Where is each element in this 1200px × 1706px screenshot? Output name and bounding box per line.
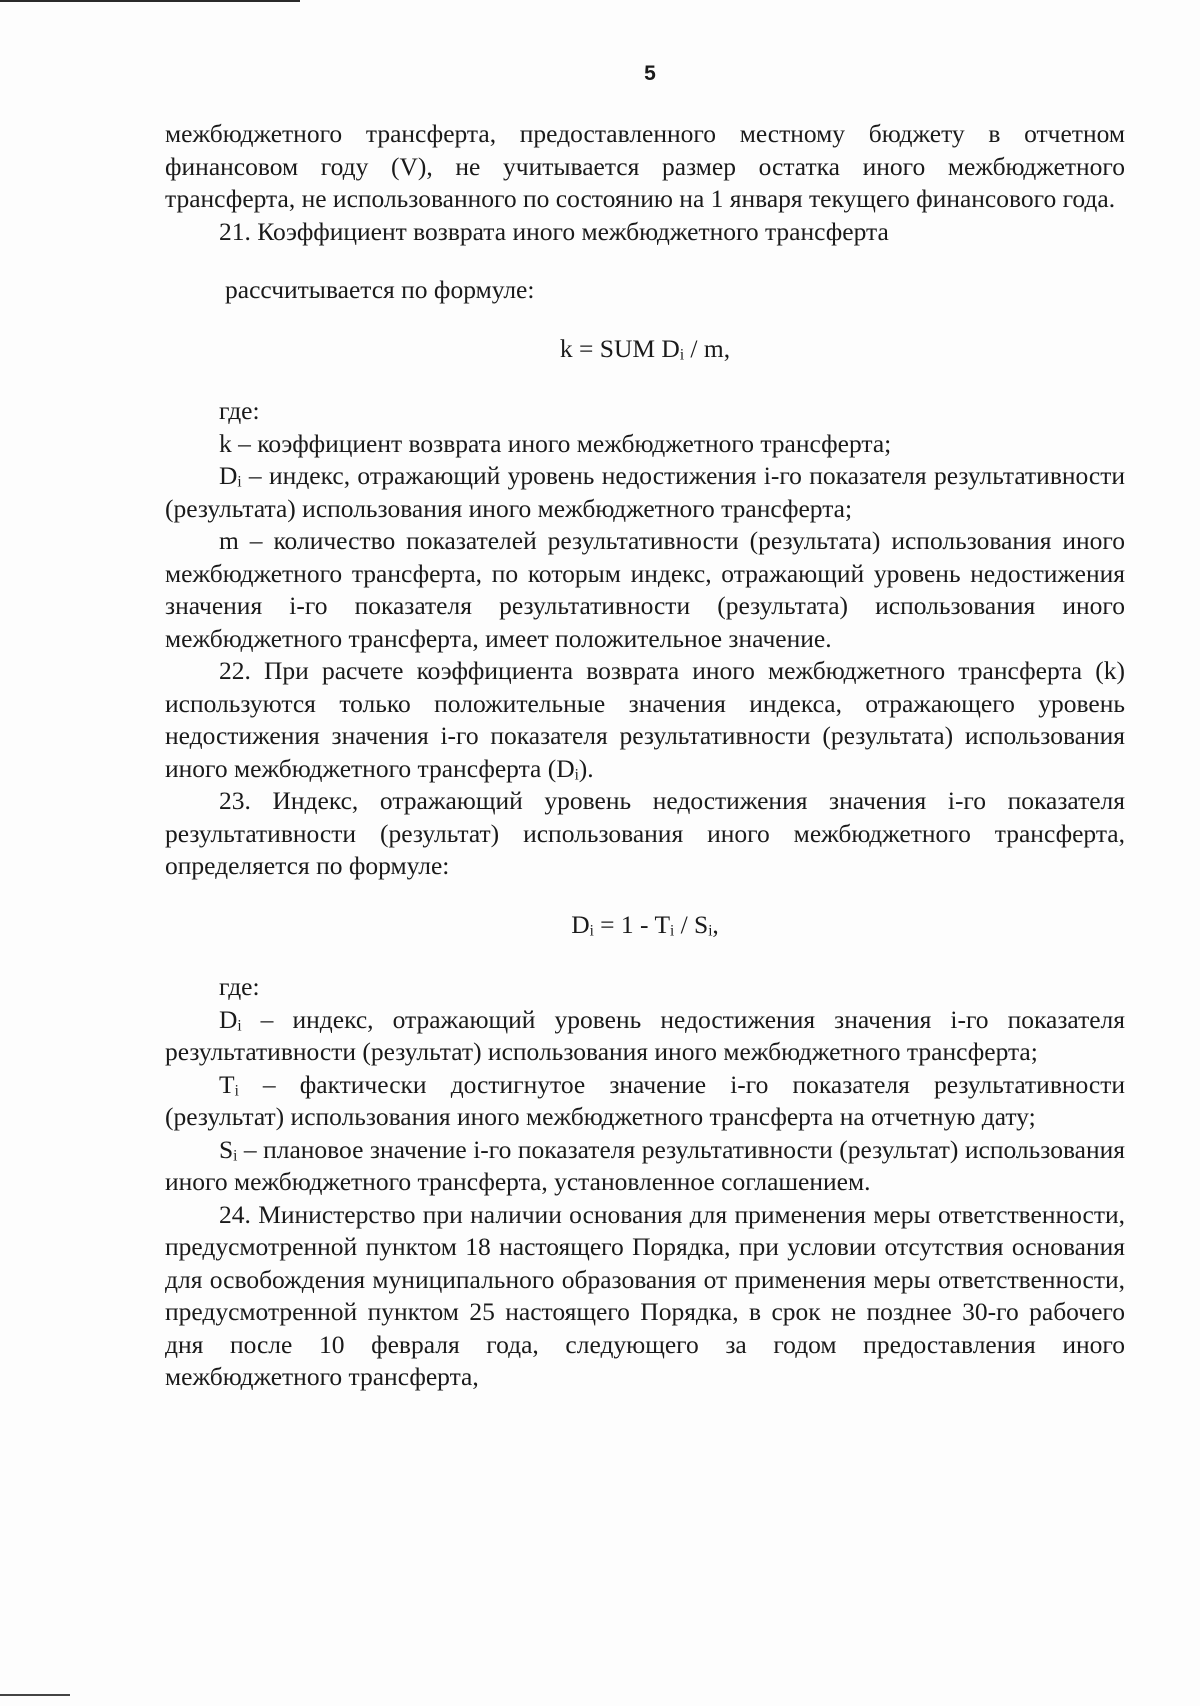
spacer xyxy=(165,307,1125,333)
formula-intro: рассчитывается по формуле: xyxy=(225,275,535,304)
scan-edge-top xyxy=(0,0,300,2)
paragraph-21: 21. Коэффициент возврата иного межбюджетного трансферта xyxy=(219,216,889,246)
paragraph-24: 24. Министерство при наличии основания для применения меры ответственности, предусмотренной пунктом 18 настоящего Порядка, при условии отсутствия основания для освобождения муниципального образования от применения меры ответственности, предусмотренной пунктом 25 настоящего Порядка, в срок не позднее 30-го рабочего дня после 10 февраля года, следующего за годом предоставления иного межбюджетного трансферта, xyxy=(165,1199,1125,1391)
scan-edge-bottom xyxy=(0,1694,70,1696)
where-label: где: xyxy=(219,972,260,1001)
spacer xyxy=(165,365,1125,395)
definition-di: Dᵢ – индекс, отражающий уровень недостижения i-го показателя результативности (результата) использования иного межбюджетного трансферта; xyxy=(165,461,1125,523)
definition-k: k – коэффициент возврата иного межбюджетного трансферта; xyxy=(219,428,892,458)
paragraph-22: 22. При расчете коэффициента возврата иного межбюджетного трансферта (k) используются только положительные значения индекса, отражающего уровень недостижения значения i-го показателя результативности (результата) использования иного межбюджетного трансферта (Dᵢ). xyxy=(165,656,1125,783)
formula-di: Dᵢ = 1 - Tᵢ / Sᵢ, xyxy=(571,909,719,939)
paragraph-23: 23. Индекс, отражающий уровень недостижения значения i-го показателя результативности (результат) использования иного межбюджетного трансферта, определяется по формуле: xyxy=(165,786,1125,880)
definition-di-2: Dᵢ – индекс, отражающий уровень недостижения значения i-го показателя результативности (результат) использования иного межбюджетного трансферта; xyxy=(165,1004,1125,1066)
definition-si: Sᵢ – плановое значение i-го показателя результативности (результат) использования иного межбюджетного трансферта, установленное соглашением. xyxy=(165,1134,1125,1196)
formula-k: k = SUM Dᵢ / m, xyxy=(559,333,731,363)
definition-ti: Tᵢ – фактически достигнутое значение i-го показателя результативности (результат) использования иного межбюджетного трансферта на отчетную дату; xyxy=(165,1069,1125,1131)
definition-m: m – количество показателей результативности (результата) использования иного межбюджетного трансферта, по которым индекс, отражающий уровень недостижения значения i-го показателя результативности (результата) использования иного межбюджетного трансферта, имеет положительное значение. xyxy=(165,526,1125,653)
where-label: где: xyxy=(219,396,260,425)
spacer xyxy=(165,248,1125,274)
page-number: 5 xyxy=(644,62,656,85)
paragraph-continuation: межбюджетного трансферта, предоставленного местному бюджету в отчетном финансовом году (V), не учитывается размер остатка иного межбюджетного трансферта, не использованного по состоянию на 1 января текущего финансового года. xyxy=(165,119,1125,213)
spacer xyxy=(165,941,1125,971)
document-body xyxy=(165,118,1125,1394)
spacer xyxy=(165,883,1125,909)
